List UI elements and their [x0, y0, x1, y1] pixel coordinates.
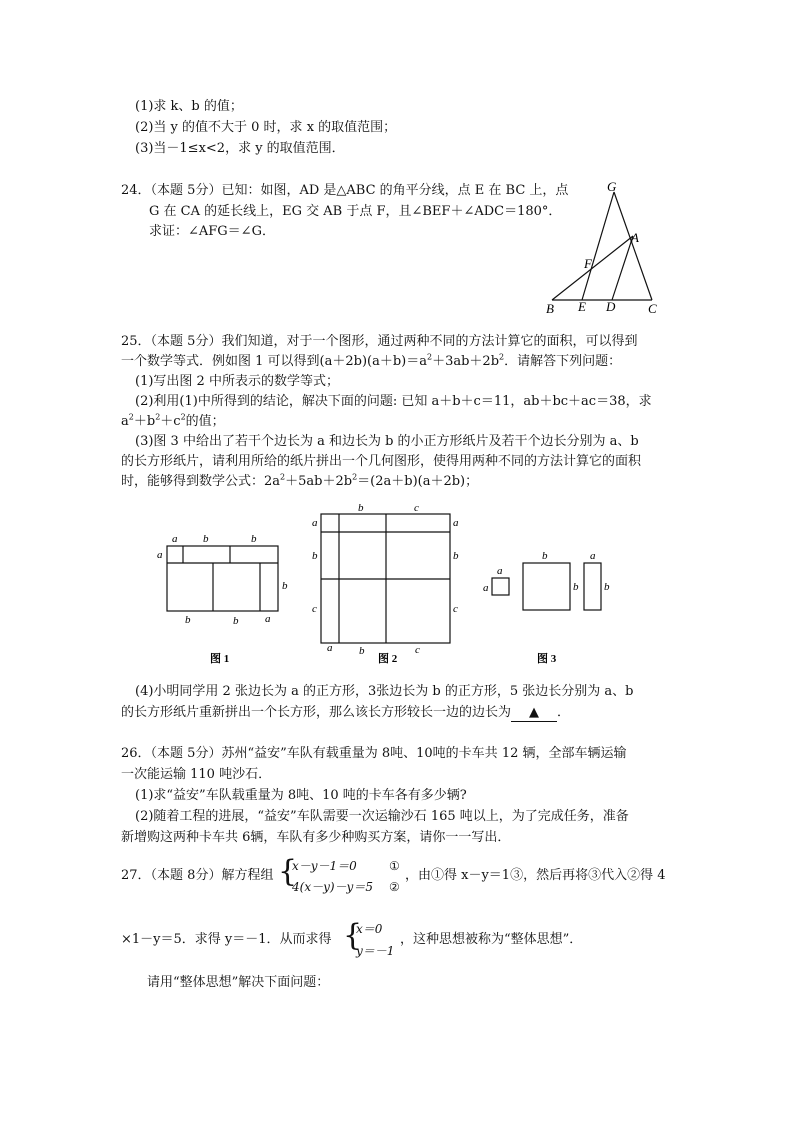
fig2-caption: 图 2 — [378, 653, 398, 665]
fig3-label-b: b — [604, 581, 610, 593]
fig1-label-a: a — [157, 549, 163, 561]
fig1-label-b: b — [203, 533, 209, 545]
segment-ba — [552, 236, 633, 300]
fig1-outline — [167, 546, 278, 611]
q25-line9: (4)小明同学用 2 张边长为 a 的正方形，3张边长为 b 的正方形，5 张边长分别为 a、b — [135, 684, 634, 699]
label-f: F — [584, 256, 592, 271]
label-g: G — [607, 179, 617, 194]
fig2-label-c: c — [415, 644, 420, 656]
q25-line6: (3)图 3 中给出了若干个边长为 a 和边长为 b 的小正方形纸片及若干个边长分别为 a、b — [135, 434, 639, 449]
fig1-label-a: a — [172, 533, 178, 545]
q24-line1: 24．（本题 5分）已知：如图，AD 是△ABC 的角平分线，点 E 在 BC 上，点 — [121, 183, 569, 198]
fig3-small-square — [492, 578, 509, 595]
fig2-label-b: b — [358, 502, 364, 514]
fig3-big-square — [523, 563, 570, 610]
q25-line7: 的长方形纸片，请利用所给的纸片拼出一个几何图形，使得用两种不同的方法计算它的面积 — [121, 454, 642, 469]
fig3-label-b: b — [573, 581, 579, 593]
fig1-label-b: b — [233, 615, 239, 627]
triangle-figure — [540, 178, 670, 318]
q23-part3: (3)当－1≤x<2，求 y 的取值范围． — [135, 141, 345, 156]
label-e: E — [578, 299, 586, 314]
q25-line1: 25．（本题 5分）我们知道，对于一个图形，通过两种不同的方法计算它的面积，可以得到 — [121, 334, 638, 349]
segment-ge — [582, 192, 614, 300]
fig3-label-a: a — [497, 565, 503, 577]
q26-line3: (1)求“益安”车队载重量为 8吨、10 吨的卡车各有多少辆? — [135, 788, 467, 803]
fig2-label-a: a — [327, 642, 333, 654]
area-figures — [150, 498, 620, 670]
q25-line5: $a^2+b^2+c^2$的值； — [121, 412, 225, 429]
q27-line3: 请用“整体思想”解决下面问题： — [147, 975, 330, 990]
fig3-rectangle — [584, 563, 601, 610]
fig3-label-b: b — [542, 550, 548, 562]
fig2-label-a: a — [312, 517, 318, 529]
marker-2: ② — [389, 880, 400, 894]
fig2-label-b: b — [453, 550, 459, 562]
fig1-label-b: b — [185, 614, 191, 626]
fig3-caption: 图 3 — [537, 653, 557, 665]
q27-line2b: ，这种思想被称为“整体思想”． — [400, 932, 583, 947]
fig2-label-c: c — [414, 502, 419, 514]
fig1-label-b: b — [251, 533, 257, 545]
fig2-label-b: b — [312, 550, 318, 562]
q25-line3: (1)写出图 2 中所表示的数学等式； — [135, 374, 339, 389]
solution-y: y＝－1 — [356, 944, 395, 958]
equation-1: x－y－1＝0 — [292, 859, 357, 873]
label-d: D — [606, 299, 616, 314]
q25-line10: 的长方形纸片重新拼出一个长方形，那么该长方形较长一边的边长为 ▲ ． — [121, 705, 571, 720]
label-a: A — [631, 230, 639, 245]
fig1-label-a: a — [265, 613, 271, 625]
q26-line1: 26．（本题 5分）苏州“益安”车队有载重量为 8吨、10吨的卡车共 12 辆，全部车辆运输 — [121, 746, 627, 761]
solution-brace: { — [343, 918, 363, 953]
fig3-label-a: a — [590, 550, 596, 562]
equation-2: 4(x－y)－y＝5 — [292, 880, 373, 894]
solution-x: x＝0 — [356, 922, 383, 936]
q24-line3: 求证：∠AFG＝∠G． — [149, 224, 275, 239]
fig2-label-c: c — [312, 603, 317, 615]
fig3-label-a: a — [483, 582, 489, 594]
system-brace: { — [278, 854, 298, 889]
q25-line8: 时，能够得到数学公式：$2a^2+5ab+2b^2=(2a+b)(a+2b)$； — [121, 472, 479, 489]
segment-ad — [612, 236, 633, 300]
marker-1: ① — [389, 859, 400, 873]
label-b: B — [546, 301, 554, 316]
q26-line4: (2)随着工程的进展，“益安”车队需要一次运输沙石 165 吨以上，为了完成任务，准备 — [135, 809, 629, 824]
q23-part1: (1)求 k、b 的值； — [135, 99, 243, 114]
fig1-caption: 图 1 — [210, 653, 230, 665]
q25-line2: 一个数学等式．例如图 1 可以得到$(a+2b)(a+b)=a^2+3ab+2b^2$．请解答下列问题： — [121, 352, 622, 369]
q27-line2a: ×1－y＝5．求得 y＝－1．从而求得 — [121, 932, 332, 947]
q26-line5: 新增购这两种卡车共 6辆，车队有多少种购买方案，请你一一写出． — [121, 830, 511, 845]
q25-line4: (2)利用(1)中所得到的结论，解决下面的问题: 已知 a＋b＋c＝11，ab＋bc＋ac＝38，求 — [135, 394, 652, 409]
q27-intro: 27．（本题 8分）解方程组 — [121, 868, 274, 883]
fig2-label-a: a — [453, 517, 459, 529]
fig2-label-b: b — [359, 645, 365, 657]
fig1-label-b: b — [282, 580, 288, 592]
label-c: C — [648, 301, 657, 316]
q24-line2: G 在 CA 的延长线上，EG 交 AB 于点 F，且∠BEF＋∠ADC＝180°． — [149, 204, 562, 219]
q27-intro-rest: ，由①得 x－y＝1③，然后再将③代入②得 4 — [405, 868, 666, 883]
q26-line2: 一次能运输 110 吨沙石． — [121, 767, 272, 782]
q23-part2: (2)当 y 的值不大于 0 时，求 x 的取值范围； — [135, 120, 397, 135]
answer-blank: ▲ — [511, 705, 557, 722]
fig2-label-c: c — [453, 603, 458, 615]
